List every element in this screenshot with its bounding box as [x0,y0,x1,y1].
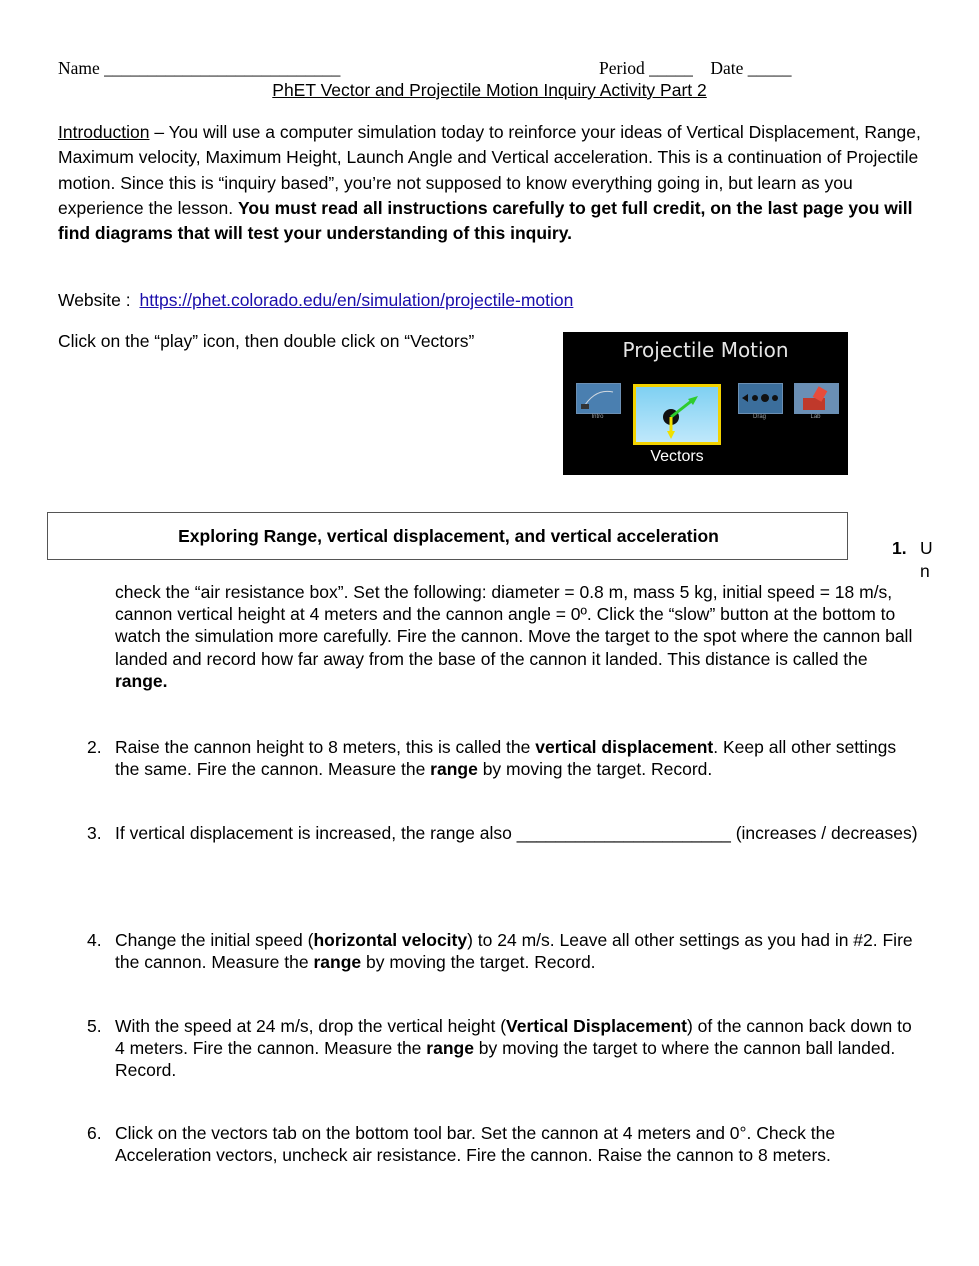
section-box [47,512,848,560]
date-blank: _____ [747,58,792,78]
click-instruction: Click on the “play” icon, then double click on “Vectors” [58,331,475,351]
item2-text-a: Raise the cannon height to 8 meters, this is called the [115,737,536,757]
intro-paragraph [58,120,928,246]
item5-bold-a: Vertical Displacement [506,1016,687,1036]
item2-text-b: . Keep all other settings the same. Fire the cannon. Measure the [115,737,897,779]
drag-balls-icon [739,384,782,413]
item2-text [115,736,918,780]
item6-number: 6. [87,1123,102,1143]
item5-text-a: With the speed at 24 m/s, drop the vertical height ( [115,1016,507,1036]
lab-cannon-icon [795,384,838,413]
item4-number: 4. [87,930,102,950]
intro-heading: Introduction [58,122,150,142]
lab-tile[interactable] [794,383,839,414]
vectors-tile-label: Vectors [650,448,704,465]
item5-text [115,1015,918,1081]
intro-tile[interactable] [576,383,621,414]
intro-cannon-icon [577,384,620,413]
item3-text-b: (increases / decreases) [730,823,918,843]
item2-bold-a: vertical displacement [535,737,714,757]
vector-arrows-icon [636,387,718,442]
sim-title: Projectile Motion [622,338,789,362]
item4-text [115,929,918,973]
item6-text-a: Click on the vectors tab on the bottom tool bar. Set the cannon at 4 meters and 0°. Check the Acceleration vectors, uncheck air resistance. Fire the cannon. Raise the cannon to 8 meters. [115,1123,836,1165]
item4-text-a: Change the initial speed ( [115,930,314,950]
item1-number: 1. [892,538,907,558]
item5-bold-b: range [426,1038,474,1058]
item1-start-char-1: U [920,538,933,558]
drag-tile[interactable] [738,383,783,414]
item3-text-a: If vertical displacement is increased, the range also [115,823,517,843]
item5-text-c: by moving the target to where the cannon ball landed. Record. [115,1038,896,1080]
item6-text [115,1122,918,1166]
name-label: Name [58,58,100,78]
period-blank: _____ [649,58,693,78]
item2-bold-b: range [430,759,478,779]
intro-bold-text: You must read all instructions carefully to get full credit, on the last page you will find diagrams that will test your understanding of this inquiry. [58,197,913,244]
item5-text-b: ) of the cannon back down to 4 meters. Fire the cannon. Measure the [115,1016,912,1058]
name-blank: ___________________________ [104,58,341,78]
item4-bold-a: horizontal velocity [313,930,468,950]
intro-tile-label: Intro [591,414,604,420]
item5-number: 5. [87,1016,102,1036]
item4-text-c: by moving the target. Record. [361,952,596,972]
item1-text [115,581,915,692]
item2-number: 2. [87,737,102,757]
item4-bold-b: range [313,952,362,972]
period-label: Period [599,58,645,78]
item1-bold-range: range. [115,670,168,691]
item4-text-b: ) to 24 m/s. Leave all other settings as you had in #2. Fire the cannon. Measure the [115,930,913,972]
website-label: Website : [58,290,136,310]
item1-start-char-2: n [920,561,930,581]
lab-tile-label: Lab [810,414,821,420]
period-date-line [599,58,792,79]
item3-number: 3. [87,823,102,843]
item3-answer-blank[interactable]: ______________________ [516,823,731,843]
drag-tile-label: Drag [752,414,766,420]
vectors-tile[interactable] [633,384,721,445]
name-line [58,58,340,79]
section-title: Exploring Range, vertical displacement, and vertical acceleration [178,526,719,546]
item2-text-c: by moving the target. Record. [477,759,713,779]
item3-text [115,822,918,844]
sim-screenshot [563,332,848,475]
date-label: Date [710,58,744,78]
item1-text-a: check the “air resistance box”. Set the following: diameter = 0.8 m, mass 5 kg, initial speed = 18 m/s, cannon vertical height at 4 meters and the cannon angle = 0º. Click the “slow” button at the bottom to watch the simulation more carefully. Fire the cannon. Move the target to the spot where the cannon ball landed and record how far away from the base of the cannon it landed. This distance is called the [115,582,913,669]
website-line [58,290,573,311]
website-link[interactable]: https://phet.colorado.edu/en/simulation/projectile-motion [139,290,574,310]
page-title: PhET Vector and Projectile Motion Inquiry Activity Part 2 [272,80,707,100]
intro-text: – You will use a computer simulation today to reinforce your ideas of Vertical Displacement, Range, Maximum velocity, Maximum Height, Launch Angle and Vertical acceleration. This is a continuation of Projectile motion. Since this is “inquiry based”, you’re not supposed to know everything going in, but learn as you experience the lesson. [58,122,921,218]
